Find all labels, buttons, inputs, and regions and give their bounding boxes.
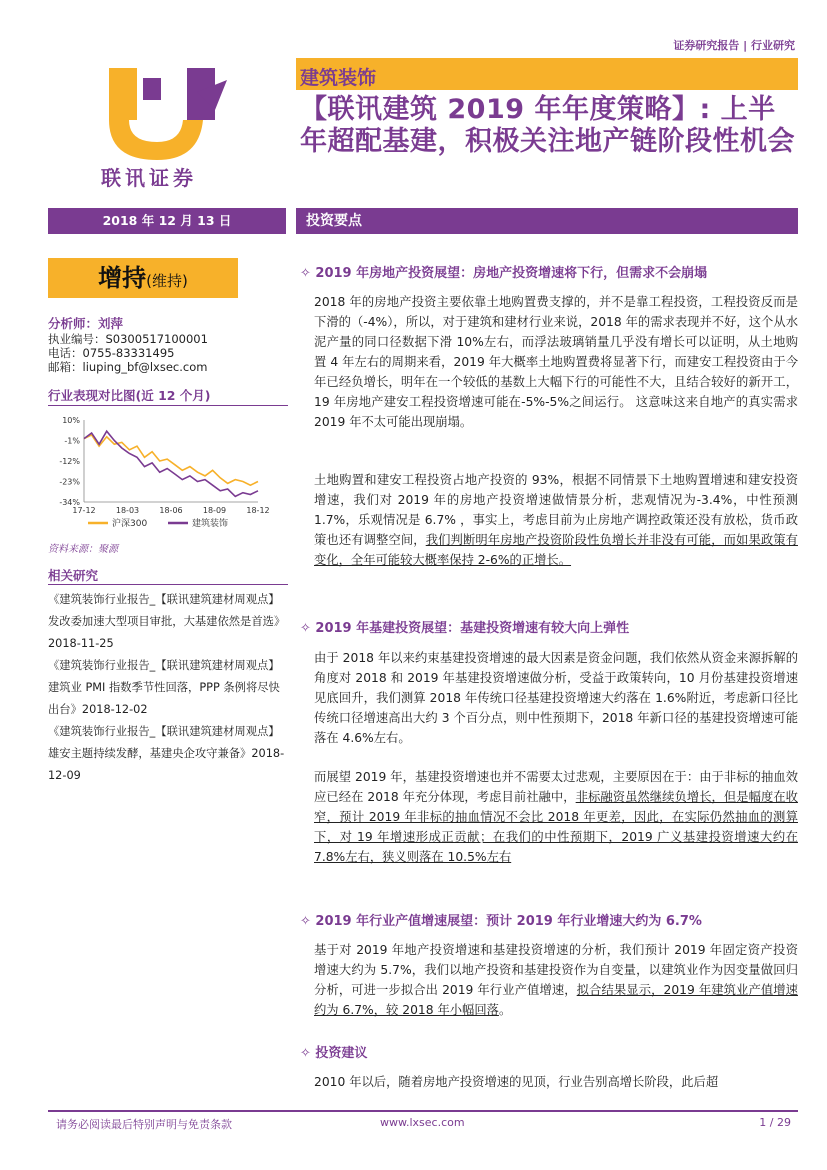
logo-text: 联讯证券: [101, 166, 197, 190]
divider: [48, 405, 288, 406]
chart-source: 资料来源：聚源: [48, 544, 118, 555]
analyst-name: 分析师：刘萍: [48, 316, 124, 331]
related-heading: 相关研究: [48, 568, 99, 583]
x-tick-label: 18-06: [159, 506, 183, 515]
para-text-underlined: 我们判断明年房地产投资阶段性负增长并非没有可能，而如果政策有变化，全年可能较大概率保持 2-6%的正增长。: [314, 533, 798, 567]
report-date: 2018 年 12 月 13 日: [48, 208, 286, 234]
section-title: 投资要点: [296, 208, 798, 234]
heading-infra: ✧ 2019 年基建投资展望：基建投资增速有较大向上弹性: [300, 621, 630, 636]
y-tick-label: 10%: [62, 416, 80, 425]
y-tick-label: -1%: [64, 436, 80, 446]
para-advice: 2010 年以后，随着房地产投资增速的见顶，行业告别高增长阶段，此后超: [314, 1075, 719, 1089]
footer-disclaimer[interactable]: 请务必阅读最后特别声明与免责条款: [56, 1118, 232, 1131]
para-text: 土地购置和建安工程投资占地产投资的 93%，根据不同情景下土地购置增速和建安投资增速，我们对 2019 年的房地产投资增速做情景分析，悲观情况为-3.4%，中性预测 1.7%，乐观情况是 6.7% ，事实上，考虑目前为止房地产调控政策还没有放松，货币政策也还有调整空间，: [314, 473, 798, 547]
para-property-2: [314, 470, 798, 570]
para-infra-1: 由于 2018 年以来约束基建投资增速的最大因素是资金问题，我们依然从资金来源拆解的角度对 2018 和 2019 年基建投资增速做分析，受益于政策转向，10 月份基建投资增速见底回升，我们测算 2018 年传统口径基建投资增速大约落在 1.6%附近，考虑新口径比传统口径增速高出大约 3 个百分点，则中性预期下，2018 年新口径的基建投资增速可能落在 4.6%左右。: [314, 651, 798, 745]
sector-name: 建筑装饰: [300, 67, 377, 89]
para-property-1: 2018 年的房地产投资主要依靠土地购置费支撑的，并不是靠工程投资，工程投资反而是下滑的（-4%），所以，对于建筑和建材行业来说，2018 年的需求表现并不好，这个从水泥产量的同口径数据下滑 10%左右，而浮法玻璃销量几乎没有增长可以证明，从土地购置 4 年左右的周期来看，2019 年大概率土地购置费将显著下行，而建安工程投资由于今年已经负增长，明年在一个较低的基数上大幅下行的可能性不大，且结合较好的新开工，19 年房地产建安工程投资增速可能在-5%-5%之间运行。 这意味这来自地产的真实需求 2019 年不太可能出现崩塌。: [314, 295, 798, 429]
y-tick-label: -12%: [59, 457, 80, 466]
footer-website[interactable]: www.lxsec.com: [380, 1116, 465, 1129]
x-tick-label: 17-12: [72, 506, 96, 515]
chart-title: 行业表现对比图(近 12 个月): [48, 388, 211, 403]
related-item[interactable]: 《建筑装饰行业报告_【联讯建筑建材周观点】建筑业 PMI 指数季节性回落，PPP 条例将尽快出台》2018-12-02: [48, 659, 280, 716]
heading-output: ✧ 2019 年行业产值增速展望：预计 2019 年行业增速大约为 6.7%: [300, 914, 702, 929]
x-tick-label: 18-03: [115, 506, 140, 515]
related-item[interactable]: 《建筑装饰行业报告_【联讯建筑建材周观点】雄安主题持续发酵，基建央企攻守兼备》2018-12-09: [48, 725, 285, 782]
analyst-email[interactable]: 邮箱：liuping_bf@lxsec.com: [48, 360, 208, 374]
rating-box: [48, 258, 238, 298]
performance-chart: [48, 410, 288, 535]
footer-divider: [48, 1110, 798, 1112]
related-item[interactable]: 《建筑装饰行业报告_【联讯建筑建材周观点】发改委加速大型项目审批，大基建依然是首选》2018-11-25: [48, 593, 286, 650]
analyst-license: 执业编号：S0300517100001: [48, 332, 208, 346]
report-category: 证券研究报告 | 行业研究: [673, 39, 795, 52]
report-title: 【联讯建筑 2019 年年度策略】: 上半年超配基建，积极关注地产链阶段性机会: [300, 94, 795, 157]
analyst-phone: 电话：0755-83331495: [48, 346, 175, 360]
para-text: 而展望 2019 年，基建投资增速也并不需要太过悲观，主要原因在于：由于非标的抽血效应已经在 2018 年充分体现，考虑目前社融中，: [314, 770, 798, 804]
para-text: 基于对 2019 年地产投资增速和基建投资增速的分析，我们预计 2019 年固定资产投资增速大约为 5.7%，我们以地产投资和基建投资作为自变量，以建筑业作为因变量做回归分析，可进一步拟合出 2019 年行业产值增速，: [314, 943, 798, 997]
y-tick-label: -23%: [59, 477, 80, 487]
page-number: 1 / 29: [759, 1116, 791, 1129]
x-tick-label: 18-09: [202, 506, 227, 515]
divider: [48, 584, 288, 585]
legend-label: 沪深300: [112, 519, 148, 529]
heading-advice: ✧ 投资建议: [300, 1046, 368, 1061]
para-text-underlined: 拟合结果显示，2019 年建筑业产值增速约为 6.7%，较 2018 年小幅回落: [314, 983, 798, 1017]
para-text-underlined: 非标融资虽然继续负增长，但是幅度在收窄，预计 2019 年非标的抽血情况不会比 2018 年更差，因此，在实际仍然抽血的测算下，对 19 年增速形成正贡献；在我们的中性预期下，2019 广义基建投资增速大约在 7.8%左右，狭义则落在 10.5%左右: [314, 790, 798, 864]
para-output: [314, 940, 798, 1020]
x-tick-label: 18-12: [246, 506, 270, 515]
series-line-hs300: [84, 435, 258, 485]
y-tick-label: -34%: [59, 498, 80, 507]
rating-main: 增持: [98, 264, 147, 292]
para-infra-2: [314, 767, 798, 867]
heading-property: ✧ 2019 年房地产投资展望：房地产投资增速将下行，但需求不会崩塌: [300, 266, 708, 281]
rating-sub: (维持): [146, 272, 188, 290]
para-text: 。: [498, 1003, 512, 1017]
legend-label: 建筑装饰: [192, 519, 229, 529]
company-logo: [95, 60, 237, 190]
